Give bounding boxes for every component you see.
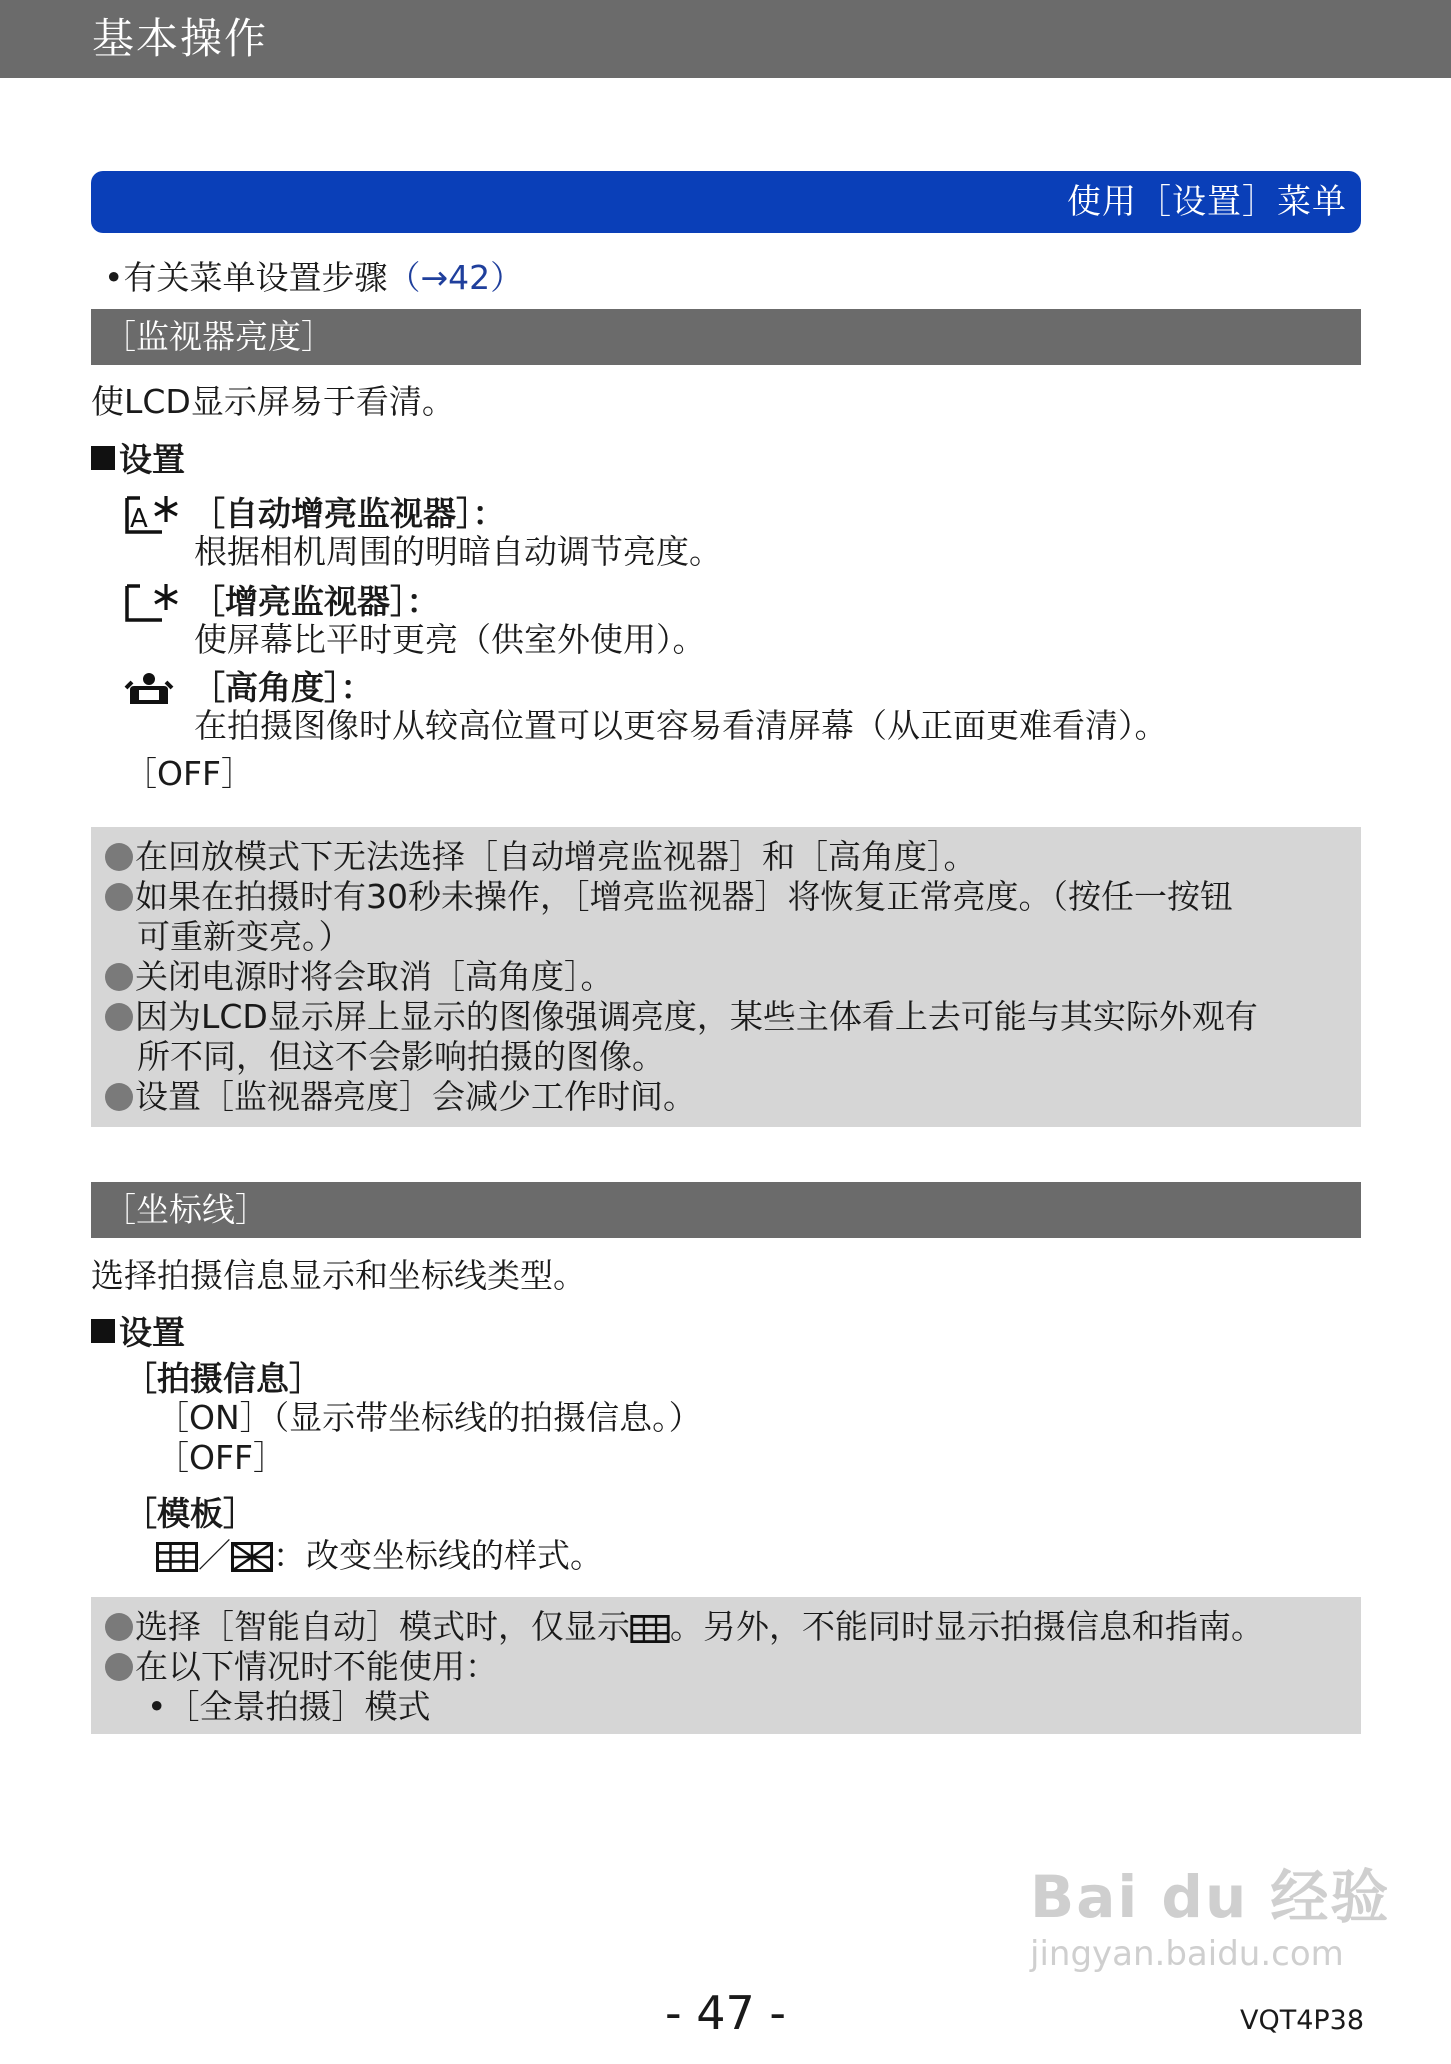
- menu-banner-label: 使用［设置］菜单: [1067, 182, 1347, 222]
- note-item: 在回放模式下无法选择［自动增亮监视器］和［高角度］。: [105, 837, 977, 877]
- menu-banner: [91, 171, 1361, 233]
- rec-info-on: ［ON］（显示带坐标线的拍摄信息。）: [156, 1398, 702, 1437]
- baidu-watermark: [1030, 1850, 1390, 1974]
- note-item: 因为LCD显示屏上显示的图像强调亮度，某些主体看上去可能与其实际外观有: [105, 997, 1258, 1037]
- option-boost-brightness-desc: 使屏幕比平时更亮（供室外使用）。: [194, 620, 706, 659]
- header-title: 基本操作: [92, 14, 269, 63]
- option-boost-brightness-label: ［增亮监视器］：: [192, 582, 440, 621]
- template-line: ／ ：改变坐标线的样式。: [156, 1536, 603, 1576]
- option-auto-brightness-label: ［自动增亮监视器］：: [192, 494, 506, 533]
- note-item: 在以下情况时不能使用：: [105, 1647, 498, 1687]
- note-item: 设置［监视器亮度］会减少工作时间。: [105, 1077, 696, 1117]
- section-monitor-description: 使LCD显示屏易于看清。: [91, 382, 455, 421]
- note-item-continued: 所不同，但这不会影响拍摄的图像。: [137, 1037, 665, 1076]
- grid-3x3-icon: [630, 1615, 670, 1643]
- note-sub-item: •［全景拍摄］模式: [147, 1687, 431, 1726]
- watermark-brand: Bai du 经验: [1030, 1863, 1391, 1931]
- grid-diagonal-icon: [231, 1542, 273, 1572]
- page-number: - 47 -: [665, 1986, 786, 2040]
- notes-box-grid: [91, 1597, 1361, 1734]
- section-grid-title: ［坐标线］: [103, 1190, 268, 1229]
- section-grid-title-bar: [91, 1182, 1361, 1238]
- note-item-continued: 可重新变亮。）: [137, 917, 352, 956]
- section-monitor-title: ［监视器亮度］: [103, 317, 334, 356]
- option-off: ［OFF］: [124, 754, 254, 793]
- reference-text: •有关菜单设置步骤: [104, 258, 388, 297]
- settings-heading-monitor: 设置: [91, 440, 185, 480]
- settings-heading-grid: 设置: [91, 1313, 185, 1353]
- note-item: 选择［智能自动］模式时，仅显示 。另外，不能同时显示拍摄信息和指南。: [105, 1607, 1264, 1647]
- section-grid-description: 选择拍摄信息显示和坐标线类型。: [91, 1256, 586, 1295]
- high-angle-icon: [124, 670, 174, 710]
- template-heading: ［模板］: [124, 1494, 256, 1533]
- boost-brightness-icon: [124, 582, 180, 624]
- rec-info-heading: ［拍摄信息］: [124, 1359, 322, 1398]
- square-bullet-icon: [91, 446, 115, 470]
- grid-3x3-icon: [156, 1542, 198, 1572]
- document-code: VQT4P38: [1240, 2005, 1365, 2036]
- header-bar: [0, 0, 1451, 78]
- note-item: 关闭电源时将会取消［高角度］。: [105, 957, 614, 997]
- rec-info-off: ［OFF］: [156, 1438, 286, 1477]
- option-high-angle-desc: 在拍摄图像时从较高位置可以更容易看清屏幕（从正面更难看清）。: [194, 706, 1168, 745]
- watermark-url: jingyan.baidu.com: [1030, 1934, 1344, 1974]
- notes-box-monitor: [91, 827, 1361, 1127]
- svg-text:A: A: [130, 504, 148, 534]
- reference-line: [104, 256, 523, 300]
- option-auto-brightness-desc: 根据相机周围的明暗自动调节亮度。: [194, 532, 722, 571]
- reference-link[interactable]: （→42）: [387, 258, 524, 297]
- note-item: 如果在拍摄时有30秒未操作，［增亮监视器］将恢复正常亮度。（按任一按钮: [105, 877, 1233, 917]
- section-monitor-title-bar: [91, 309, 1361, 365]
- auto-brightness-icon: [124, 494, 180, 536]
- option-high-angle-label: ［高角度］：: [192, 668, 374, 707]
- square-bullet-icon: [91, 1319, 115, 1343]
